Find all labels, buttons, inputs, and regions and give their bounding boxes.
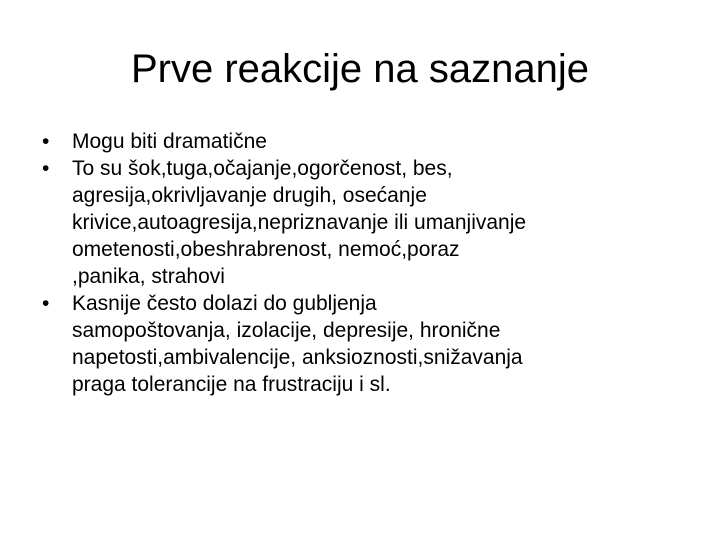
bullet-marker: • [42, 157, 50, 180]
bullet-marker: • [42, 292, 50, 315]
bullet-text-line: ,panika, strahovi [72, 265, 225, 288]
bullet-text-line: ometenosti,obeshrabrenost, nemoć,poraz [72, 238, 460, 261]
bullet-item [42, 290, 702, 398]
bullet-item [42, 155, 702, 290]
bullet-text-line: agresija,okrivljavanje drugih, osećanje [72, 184, 427, 207]
bullet-text-line: napetosti,ambivalencije, anksioznosti,snižavanja [72, 346, 523, 369]
bullet-marker: • [42, 130, 50, 153]
bullet-text-line: krivice,autoagresija,nepriznavanje ili umanjivanje [72, 211, 527, 234]
slide-title: Prve reakcije na saznanje [130, 47, 590, 91]
bullet-list [42, 128, 702, 398]
bullet-text-line: Kasnije često dolazi do gubljenja [72, 292, 377, 315]
bullet-text-line: Mogu biti dramatične [72, 130, 267, 153]
bullet-item [42, 128, 702, 155]
bullet-text-line: praga tolerancije na frustraciju i sl. [72, 373, 391, 396]
bullet-text-line: samopoštovanja, izolacije, depresije, hronične [72, 319, 501, 342]
bullet-text-line: To su šok,tuga,očajanje,ogorčenost, bes, [72, 157, 453, 180]
